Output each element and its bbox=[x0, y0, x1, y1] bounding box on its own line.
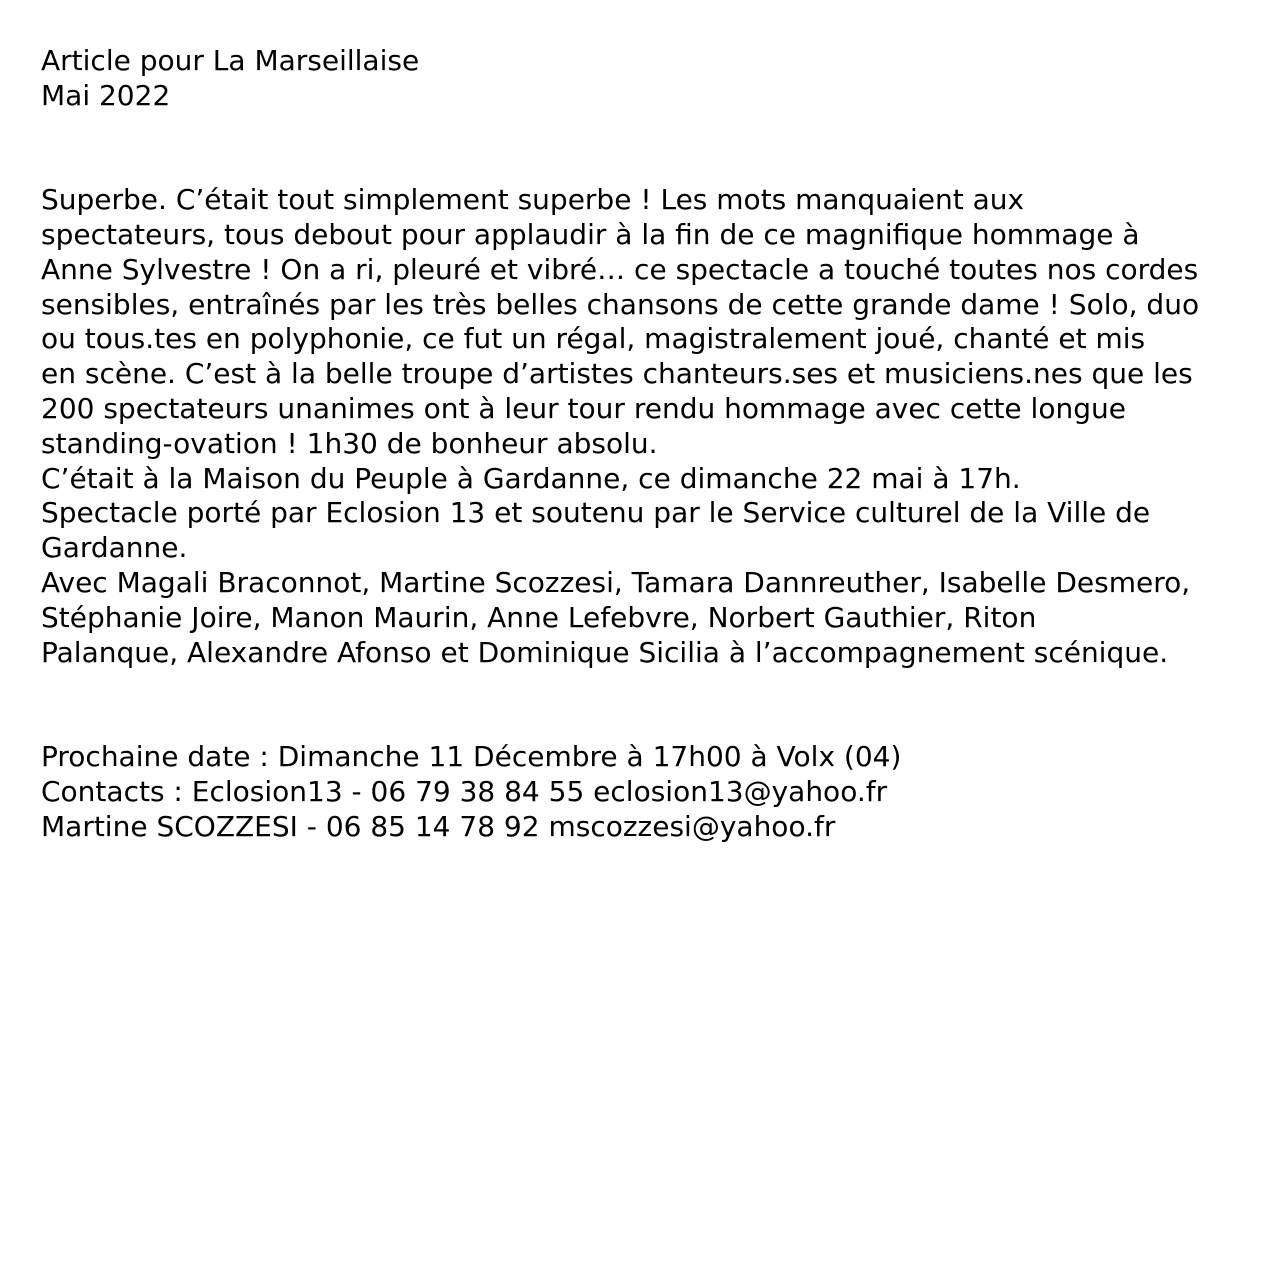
paragraph-line: sensibles, entraînés par les très belles chansons de cette grande dame ! Solo, duo bbox=[41, 287, 1200, 321]
paragraph-line: standing-ovation ! 1h30 de bonheur absolu. bbox=[41, 426, 658, 460]
paragraph-line: 200 spectateurs unanimes ont à leur tour rendu hommage avec cette longue bbox=[41, 391, 1126, 425]
support-text bbox=[41, 496, 1256, 566]
spacer bbox=[41, 705, 1256, 740]
spacer bbox=[41, 114, 1256, 149]
cast-list bbox=[41, 566, 1256, 670]
paragraph-line: ou tous.tes en polyphonie, ce fut un régal, magistralement joué, chanté et mis bbox=[41, 322, 1146, 356]
next-date: Prochaine date : Dimanche 11 Décembre à 17h00 à Volx (04) bbox=[41, 739, 902, 773]
paragraph-line: en scène. C’est à la belle troupe d’artistes chanteurs.ses et musiciens.nes que les bbox=[41, 357, 1193, 391]
document-header bbox=[41, 44, 1256, 114]
article-date: Mai 2022 bbox=[41, 78, 171, 112]
spacer bbox=[41, 148, 1256, 183]
cast-line: Palanque, Alexandre Afonso et Dominique Sicilia à l’accompagnement scénique. bbox=[41, 635, 1169, 669]
cast-line: Avec Magali Braconnot, Martine Scozzesi, Tamara Dannreuther, Isabelle Desmero, bbox=[41, 565, 1191, 599]
contact-martine: Martine SCOZZESI - 06 85 14 78 92 mscozzesi@yahoo.fr bbox=[41, 809, 836, 843]
contact-eclosion: Contacts : Eclosion13 - 06 79 38 84 55 eclosion13@yahoo.fr bbox=[41, 774, 888, 808]
support-line: Spectacle porté par Eclosion 13 et soutenu par le Service culturel de la Ville de bbox=[41, 496, 1151, 530]
venue-line: C’était à la Maison du Peuple à Gardanne, ce dimanche 22 mai à 17h. bbox=[41, 461, 1021, 495]
document-footer bbox=[41, 740, 1256, 844]
paragraph-line: Anne Sylvestre ! On a ri, pleuré et vibré… ce spectacle a touché toutes nos cordes bbox=[41, 252, 1199, 286]
paragraph-line: Superbe. C’était tout simplement superbe ! Les mots manquaient aux bbox=[41, 183, 1025, 217]
support-line: Gardanne. bbox=[41, 531, 188, 565]
spacer bbox=[41, 670, 1256, 705]
cast-line: Stéphanie Joire, Manon Maurin, Anne Lefebvre, Norbert Gauthier, Riton bbox=[41, 600, 1037, 634]
document-page bbox=[41, 44, 1256, 844]
review-paragraph bbox=[41, 183, 1256, 461]
article-title: Article pour La Marseillaise bbox=[41, 44, 420, 77]
paragraph-line: spectateurs, tous debout pour applaudir à la fin de ce magnifique hommage à bbox=[41, 217, 1140, 251]
